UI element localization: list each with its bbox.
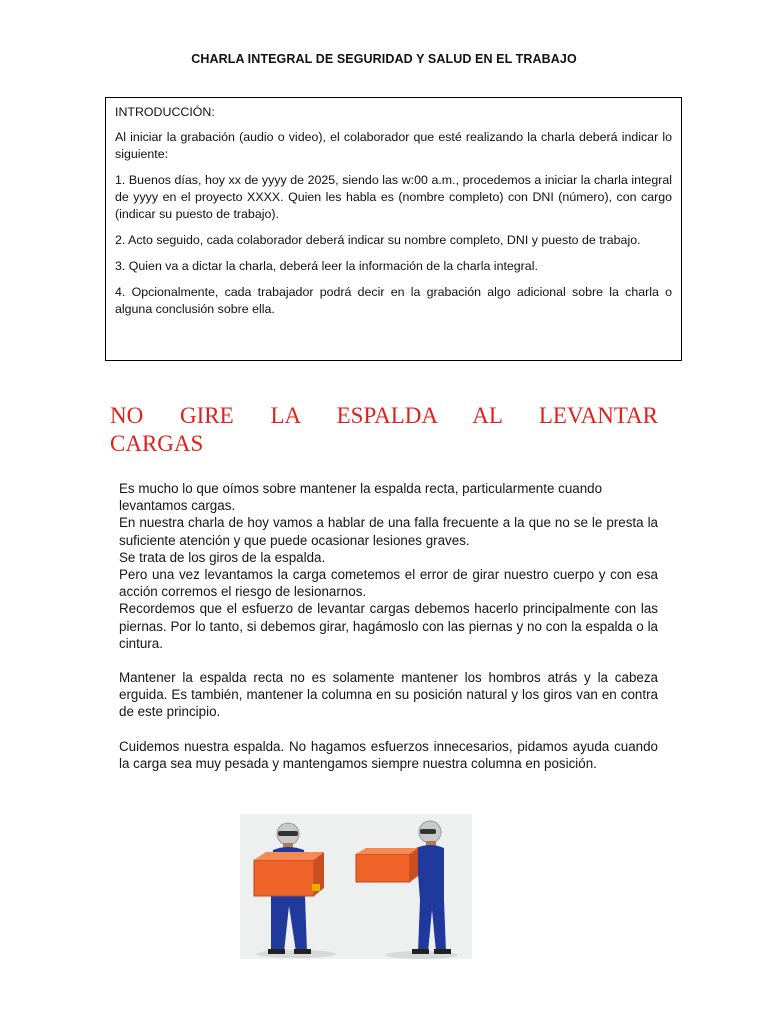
intro-item-3: 3. Quien va a dictar la charla, deberá leer la información de la charla integral. — [115, 259, 538, 273]
headline-line-2: CARGAS — [110, 431, 204, 456]
paragraph-7: Cuidemos nuestra espalda. No hagamos esfuerzos innecesarios, pidamos ayuda cuando la carga sea muy pesada y mantengamos siempre nuestra columna en posición. — [119, 738, 658, 771]
intro-lead: Al iniciar la grabación (audio o video), el colaborador que esté realizando la charla deberá indicar lo siguiente: — [115, 130, 672, 161]
intro-item-4: 4. Opcionalmente, cada trabajador podrá decir en la grabación algo adicional sobre la charla o alguna conclusión sobre ella. — [115, 285, 672, 316]
headline-line-1: NO GIRE LA ESPALDA AL LEVANTAR — [110, 403, 658, 428]
paragraph-4: Pero una vez levantamos la carga cometemos el error de girar nuestro cuerpo y con esa acción corremos el riesgo de lesionarnos. — [119, 567, 658, 600]
intro-item-1: 1. Buenos días, hoy xx de yyyy de 2025, siendo las w:00 a.m., procedemos a iniciar la charla integral de yyyy en el proyecto XXXX. Quien les habla es (nombre completo) con DNI (número), con cargo (indicar su puesto de trabajo). — [115, 173, 672, 221]
paragraph-2: En nuestra charla de hoy vamos a hablar de una falla frecuente a la que no se le presta la suficiente atención y que puede ocasionar lesiones graves. — [119, 515, 658, 548]
paragraph-1: Es mucho lo que oímos sobre mantener la espalda recta, particularmente cuando levantamos cargas. — [119, 481, 603, 514]
paragraph-6: Mantener la espalda recta no es solamente mantener los hombros atrás y la cabeza erguida. Es también, mantener la columna en su posición natural y los giros van en contra de este principio. — [119, 670, 658, 720]
paragraph-5: Recordemos que el esfuerzo de levantar cargas debemos hacerlo principalmente con las piernas. Por lo tanto, si debemos girar, hagámoslo con las piernas y no con la espalda o la cintura. — [119, 601, 658, 651]
workers-lifting-boxes-illustration — [240, 814, 472, 959]
box-right — [356, 854, 410, 882]
intro-heading: INTRODUCCIÓN: — [115, 105, 215, 119]
headline — [110, 402, 658, 458]
body-text — [119, 480, 658, 772]
paragraph-3: Se trata de los giros de la espalda. — [119, 549, 326, 565]
intro-box — [105, 97, 682, 361]
page-title: CHARLA INTEGRAL DE SEGURIDAD Y SALUD EN EL TRABAJO — [191, 52, 577, 66]
intro-item-2: 2. Acto seguido, cada colaborador deberá indicar su nombre completo, DNI y puesto de trabajo. — [115, 233, 641, 247]
box-left — [254, 860, 314, 896]
